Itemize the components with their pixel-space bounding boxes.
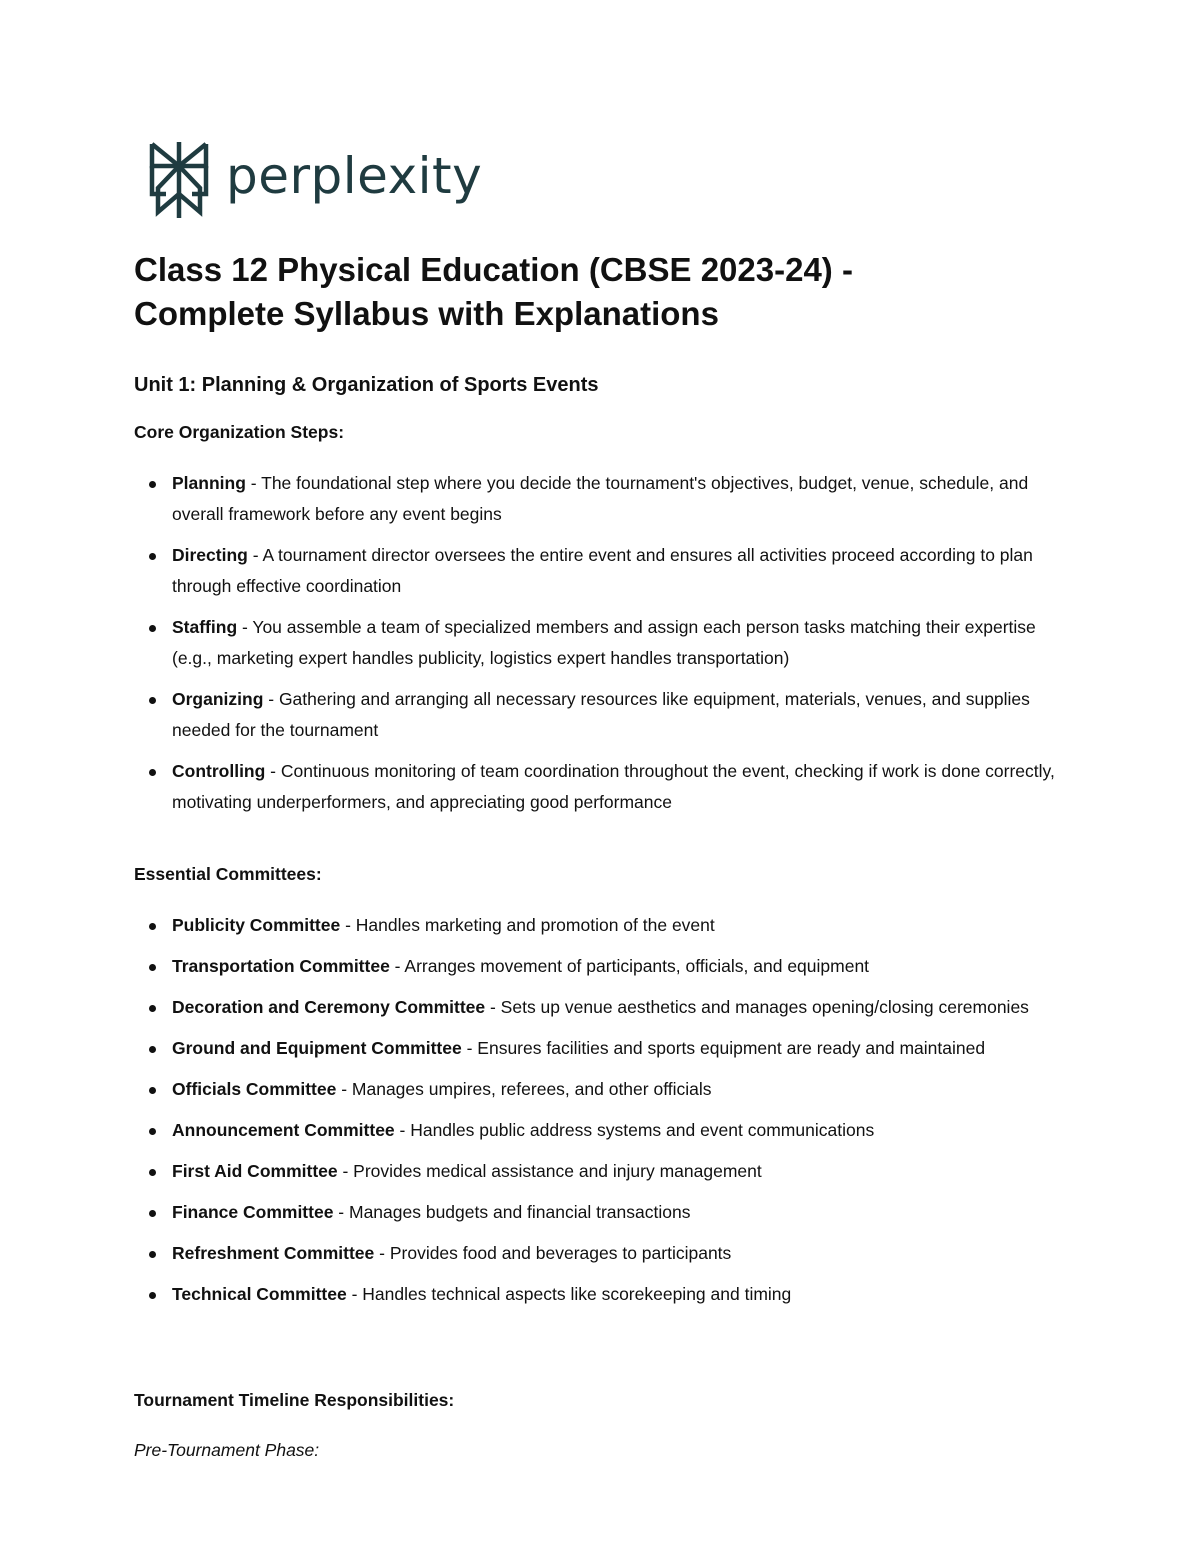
list-item-term: Announcement Committee [172,1120,395,1140]
list-item [134,612,1074,674]
list-item-term: First Aid Committee [172,1161,338,1181]
core-steps-heading: Core Organization Steps: [134,422,345,442]
list-item-description: - A tournament director oversees the entire event and ensures all activities proceed according to plan through effective coordination [172,545,1033,596]
brand-wordmark: perplexity [226,147,483,205]
list-item [134,1115,1074,1146]
title-line-2: Complete Syllabus with Explanations [134,295,719,332]
committees-list [134,910,1074,1320]
list-item-description: - Gathering and arranging all necessary resources like equipment, materials, venues, and supplies needed for the tournament [172,689,1030,740]
list-item [134,1033,1074,1064]
timeline-heading: Tournament Timeline Responsibilities: [134,1390,455,1410]
list-item [134,1238,1074,1269]
list-item [134,992,1074,1023]
brand-logo [146,140,482,220]
list-item-term: Publicity Committee [172,915,341,935]
list-item-term: Directing [172,545,248,565]
list-item [134,1156,1074,1187]
list-item-description: - Provides food and beverages to participants [374,1243,732,1263]
list-item-term: Planning [172,473,246,493]
list-item [134,1197,1074,1228]
list-item-description: - Ensures facilities and sports equipment are ready and maintained [461,1038,986,1058]
list-item-term: Organizing [172,689,264,709]
list-item-description: - Arranges movement of participants, officials, and equipment [389,956,870,976]
list-item [134,468,1074,530]
list-item-description: - Sets up venue aesthetics and manages opening/closing ceremonies [485,997,1029,1017]
list-item [134,540,1074,602]
list-item-term: Technical Committee [172,1284,347,1304]
list-item-term: Decoration and Ceremony Committee [172,997,486,1017]
list-item [134,684,1074,746]
list-item [134,951,1074,982]
list-item-term: Controlling [172,761,266,781]
list-item-description: - You assemble a team of specialized members and assign each person tasks matching their expertise (e.g., marketing expert handles publicity, logistics expert handles transportation) [172,617,1036,668]
core-steps-list [134,468,1074,828]
list-item [134,1074,1074,1105]
committees-heading: Essential Committees: [134,864,322,884]
list-item-description: - Handles public address systems and event communications [394,1120,875,1140]
list-item-description: - Provides medical assistance and injury management [337,1161,762,1181]
unit-heading: Unit 1: Planning & Organization of Sports Events [134,374,599,396]
list-item-term: Transportation Committee [172,956,390,976]
title-line-1: Class 12 Physical Education (CBSE 2023-24) - [134,251,853,288]
list-item-description: - The foundational step where you decide the tournament's objectives, budget, venue, schedule, and overall framework before any event begins [172,473,1029,524]
list-item [134,910,1074,941]
list-item-description: - Continuous monitoring of team coordination throughout the event, checking if work is done correctly, motivating underperformers, and appreciating good performance [172,761,1055,812]
pre-tournament-heading: Pre-Tournament Phase: [134,1440,320,1460]
list-item-description: - Handles marketing and promotion of the event [340,915,715,935]
perplexity-logo-icon [146,140,212,220]
list-item-term: Ground and Equipment Committee [172,1038,462,1058]
list-item-term: Refreshment Committee [172,1243,375,1263]
list-item [134,1279,1074,1310]
page-title [134,248,1094,336]
list-item-description: - Handles technical aspects like scorekeeping and timing [346,1284,792,1304]
list-item-term: Finance Committee [172,1202,334,1222]
list-item-description: - Manages budgets and financial transactions [333,1202,691,1222]
list-item-description: - Manages umpires, referees, and other officials [336,1079,712,1099]
list-item [134,756,1074,818]
list-item-term: Staffing [172,617,238,637]
list-item-term: Officials Committee [172,1079,337,1099]
